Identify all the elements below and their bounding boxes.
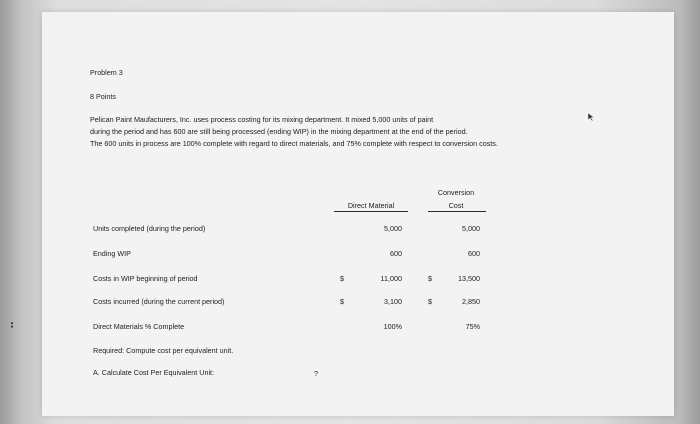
part-a-label: A. Calculate Cost Per Equivalent Unit: — [93, 368, 215, 377]
dm-costs-incurred: 3,100 — [384, 297, 402, 306]
header-underline-cc — [428, 211, 486, 212]
row-label-percent-complete: Direct Materials % Complete — [93, 322, 185, 331]
problem-paragraph-line-2: during the period and has 600 are still being processed (ending WIP) in the mixing department at the end of the period. — [90, 127, 468, 136]
answer-placeholder: ? — [314, 369, 318, 378]
column-header-direct-material: Direct Material — [347, 201, 395, 210]
dm-units-completed: 5,000 — [384, 224, 402, 233]
dm-ending-wip: 600 — [390, 249, 402, 258]
row-label-units-completed: Units completed (during the period) — [93, 224, 206, 233]
cc-units-completed: 5,000 — [462, 224, 480, 233]
dm-currency-symbol: $ — [340, 274, 344, 283]
cc-percent-complete: 75% — [465, 322, 480, 331]
column-header-conversion: Conversion — [437, 188, 475, 197]
problem-paragraph-line-1: Pelican Paint Maufacturers, Inc. uses process costing for its mixing department. It mixed 5,000 units of paint — [90, 115, 434, 124]
required-label: Required: Compute cost per equivalent unit. — [93, 346, 234, 355]
cc-costs-wip-beginning: 13,500 — [458, 274, 480, 283]
header-underline-dm — [334, 211, 408, 212]
row-label-costs-incurred: Costs incurred (during the current period) — [93, 297, 225, 306]
dm-costs-wip-beginning: 11,000 — [380, 274, 402, 283]
column-header-cost: Cost — [448, 201, 464, 210]
cc-currency-symbol: $ — [428, 297, 432, 306]
problem-title: Problem 3 — [90, 68, 123, 77]
problem-paragraph-line-3: The 600 units in process are 100% complete with regard to direct materials, and 75% complete with respect to conversion costs. — [90, 139, 498, 148]
dm-currency-symbol: $ — [340, 297, 344, 306]
side-marker-icon — [10, 322, 14, 328]
cc-costs-incurred: 2,850 — [462, 297, 480, 306]
row-label-ending-wip: Ending WIP — [93, 249, 131, 258]
cc-ending-wip: 600 — [468, 249, 480, 258]
mouse-pointer-icon — [587, 112, 595, 122]
worksheet-page — [42, 12, 674, 416]
cc-currency-symbol: $ — [428, 274, 432, 283]
points-label: 8 Points — [90, 92, 116, 101]
dm-percent-complete: 100% — [383, 322, 402, 331]
row-label-costs-wip-beginning: Costs in WIP beginning of period — [93, 274, 198, 283]
